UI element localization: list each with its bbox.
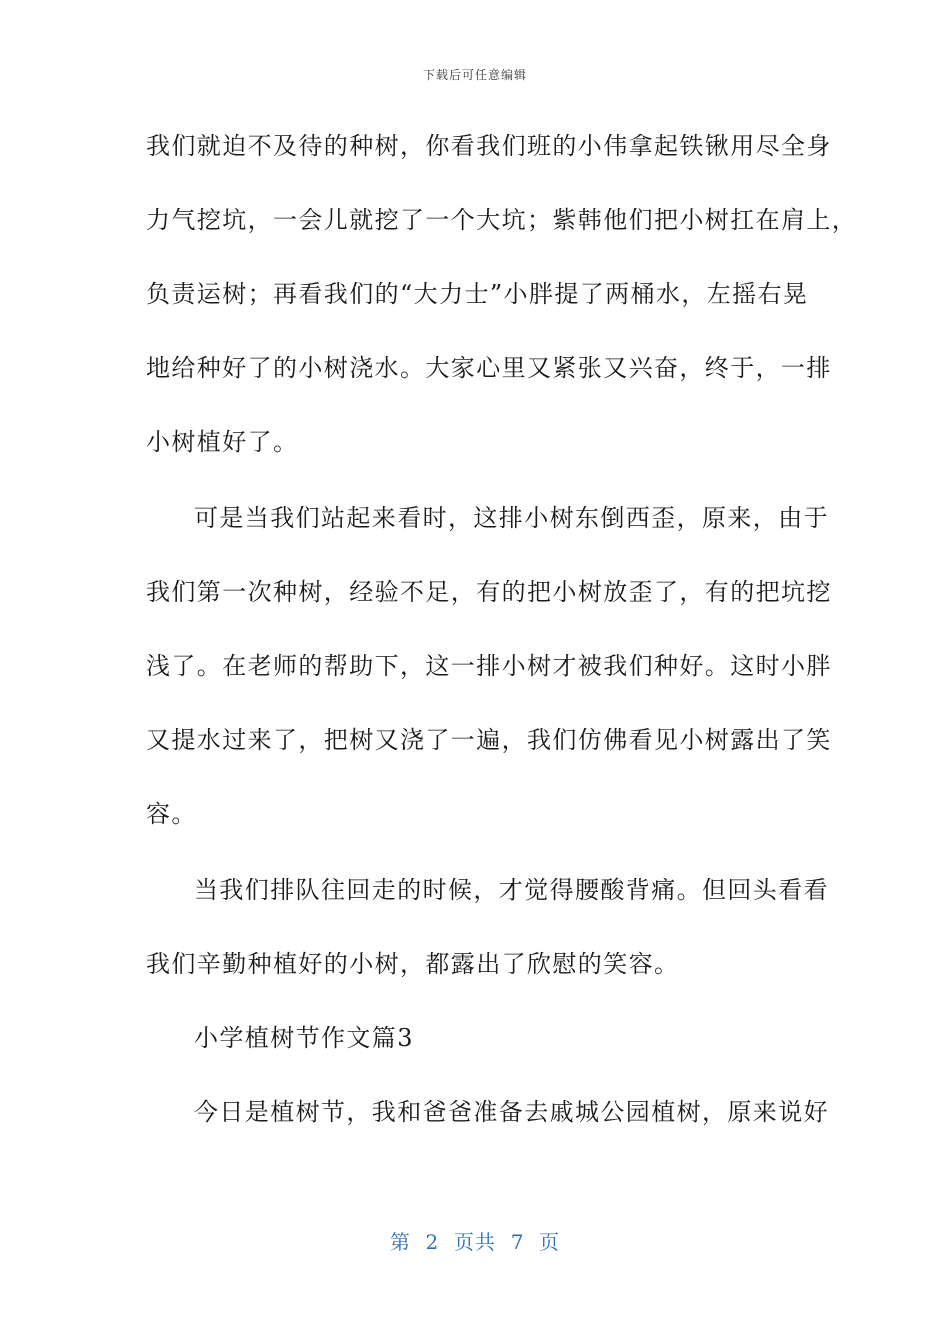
paragraph-line: 我们辛勤种植好的小树，都露出了欣慰的笑容。 <box>146 950 680 978</box>
paragraph-line: 负责运树；再看我们的“大力士”小胖提了两桶水，左摇右晃 <box>146 280 809 308</box>
paragraph-line: 力气挖坑，一会儿就挖了一个大坑；紫韩他们把小树扛在肩上， <box>146 206 858 234</box>
page-number-footer: 第 2 页共 7 页 <box>389 1230 561 1254</box>
paragraph-line: 我们第一次种树，经验不足，有的把小树放歪了，有的把坑挖 <box>146 578 832 606</box>
paragraph-line: 又提水过来了，把树又浇了一遍，我们仿佛看见小树露出了笑 <box>146 726 832 754</box>
paragraph-line: 小树植好了。 <box>146 428 299 456</box>
paragraph-line: 我们就迫不及待的种树，你看我们班的小伟拿起铁锹用尽全身 <box>146 132 832 160</box>
paragraph-line: 地给种好了的小树浇水。大家心里又紧张又兴奋，终于，一排 <box>146 354 832 382</box>
download-watermark-header: 下载后可任意编辑 <box>422 68 527 82</box>
paragraph-line: 浅了。在老师的帮助下，这一排小树才被我们种好。这时小胖 <box>146 652 832 680</box>
paragraph-line: 可是当我们站起来看时，这排小树东倒西歪，原来，由于 <box>194 504 829 532</box>
paragraph-line: 容。 <box>146 800 197 828</box>
paragraph-line: 今日是植树节，我和爸爸准备去戚城公园植树，原来说好 <box>194 1098 829 1126</box>
section-heading: 小学植树节作文篇3 <box>194 1024 414 1052</box>
paragraph-line: 当我们排队往回走的时候，才觉得腰酸背痛。但回头看看 <box>194 876 829 904</box>
